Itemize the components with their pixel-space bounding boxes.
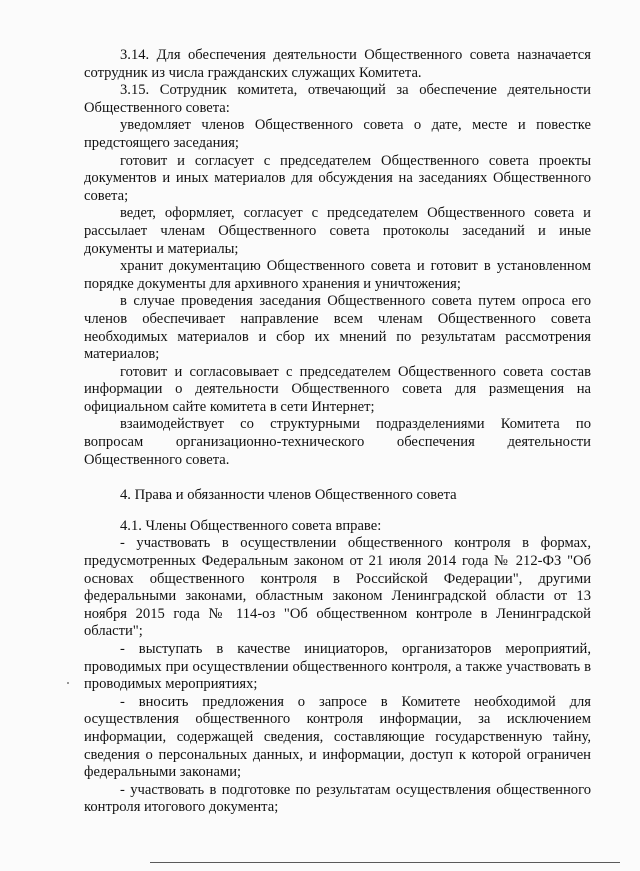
document-body (84, 47, 591, 817)
scan-speck (67, 682, 69, 684)
right-public-control: - участвовать в осуществлении общественного контроля в формах, предусмотренных Федеральным законом от 21 июля 2014 года № 212-ФЗ "Об основах общественного контроля в Российской Федерации", другими федеральными законами, областным законом Ленинградской области от 13 ноября 2015 года № 114-оз "Об общественном контроле в Ленинградской области"; (84, 535, 591, 640)
duty-prepare-drafts: готовит и согласует с председателем Общественного совета проекты документов и иных материалов для обсуждения на заседаниях Общественного совета; (84, 152, 591, 204)
scan-bottom-edge-line (150, 862, 620, 863)
paragraph-3-14: 3.14. Для обеспечения деятельности Общественного совета назначается сотрудник из числа гражданских служащих Комитета. (84, 47, 591, 81)
right-final-document: - участвовать в подготовке по результатам осуществления общественного контроля итогового документа; (84, 781, 591, 816)
paragraph-4-1: 4.1. Члены Общественного совета вправе: (120, 517, 382, 534)
duty-protocols: ведет, оформляет, согласует с председателем Общественного совета и рассылает членам Общественного совета протоколы заседаний и иные документы и материалы; (84, 205, 591, 257)
right-initiate-events: - выступать в качестве инициаторов, организаторов мероприятий, проводимых при осуществлении общественного контроля, а также участвовать в проводимых мероприятиях; (84, 641, 591, 693)
duty-survey-meeting: в случае проведения заседания Общественного совета путем опроса его членов обеспечивает направление всем членам Общественного совета необходимых материалов и сбор их мнений по результатам рассмотрения материалов; (84, 293, 591, 363)
duty-cooperation: взаимодействует со структурными подразделениями Комитета по вопросам организационно-технического обеспечения деятельности Общественного совета. (84, 416, 591, 468)
paragraph-3-15: 3.15. Сотрудник комитета, отвечающий за обеспечение деятельности Общественного совета: (84, 82, 591, 116)
duty-website-info: готовит и согласовывает с председателем Общественного совета состав информации о деятельности Общественного совета для размещения на официальном сайте комитета в сети Интернет; (84, 363, 591, 415)
duty-archive: хранит документацию Общественного совета и готовит в установленном порядке документы для архивного хранения и уничтожения; (84, 258, 591, 292)
duty-notify-members: уведомляет членов Общественного совета о дате, месте и повестке предстоящего заседания; (84, 117, 591, 151)
section-4-heading: 4. Права и обязанности членов Общественного совета (120, 487, 457, 504)
right-request-information: - вносить предложения о запросе в Комитете необходимой для осуществления общественного контроля информации, за исключением информации, содержащей сведения, составляющие государственную тайну, сведения о персональных данных, и информации, доступ к которой ограничен федеральными законами; (84, 693, 591, 781)
